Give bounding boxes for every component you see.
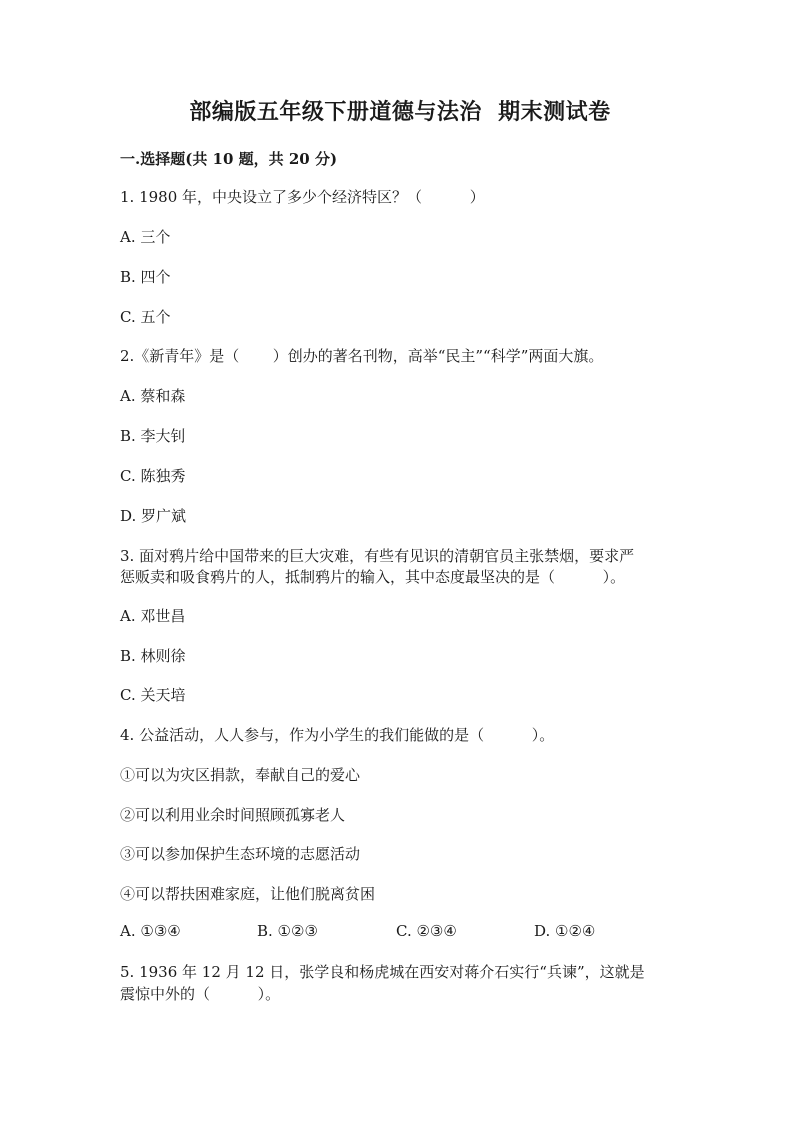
question-4-stem: 4. 公益活动，人人参与，作为小学生的我们能做的是（ ）。 [120, 726, 555, 744]
question-1-option-a[interactable]: A. 三个 [120, 228, 171, 246]
question-1-option-c[interactable]: C. 五个 [120, 308, 171, 326]
question-4-statement-2: ②可以利用业余时间照顾孤寡老人 [120, 806, 346, 824]
question-2-option-b[interactable]: B. 李大钊 [120, 427, 186, 445]
section-heading: 一.选择题(共 10 题，共 20 分) [120, 150, 338, 168]
question-2-option-c[interactable]: C. 陈独秀 [120, 467, 186, 485]
question-4-options [120, 922, 680, 944]
question-3-stem-line-1: 3. 面对鸦片给中国带来的巨大灾难，有些有见识的清朝官员主张禁烟，要求严 [120, 547, 635, 565]
question-5-stem-line-1: 5. 1936 年 12 月 12 日，张学良和杨虎城在西安对蒋介石实行“兵谏”，这就是 [120, 963, 645, 981]
question-5-stem-line-2: 震惊中外的（ ）。 [120, 985, 281, 1003]
question-2-option-a[interactable]: A. 蔡和森 [120, 387, 186, 405]
question-4-option-b[interactable]: B. ①②③ [257, 922, 318, 940]
question-4-statement-1: ①可以为灾区捐款，奉献自己的爱心 [120, 766, 361, 784]
question-1-option-b[interactable]: B. 四个 [120, 268, 171, 286]
question-4-option-a[interactable]: A. ①③④ [120, 922, 181, 940]
question-4-statement-3: ③可以参加保护生态环境的志愿活动 [120, 845, 361, 863]
question-3-option-c[interactable]: C. 关天培 [120, 686, 186, 704]
question-3-option-b[interactable]: B. 林则徐 [120, 647, 186, 665]
question-1-stem: 1. 1980 年，中央设立了多少个经济特区？（ ） [120, 188, 485, 206]
question-2-stem: 2.《新青年》是（ ）创办的著名刊物，高举“民主”“科学”两面大旗。 [120, 347, 604, 365]
question-4-statement-4: ④可以帮扶困难家庭，让他们脱离贫困 [120, 885, 376, 903]
question-2-option-d[interactable]: D. 罗广斌 [120, 507, 187, 525]
page-title: 部编版五年级下册道德与法治 期末测试卷 [189, 99, 611, 125]
question-3-stem-line-2: 惩贩卖和吸食鸦片的人，抵制鸦片的输入，其中态度最坚决的是（ ）。 [120, 568, 626, 586]
question-4-option-d[interactable]: D. ①②④ [534, 922, 596, 940]
question-4-option-c[interactable]: C. ②③④ [396, 922, 457, 940]
question-3-option-a[interactable]: A. 邓世昌 [120, 607, 186, 625]
